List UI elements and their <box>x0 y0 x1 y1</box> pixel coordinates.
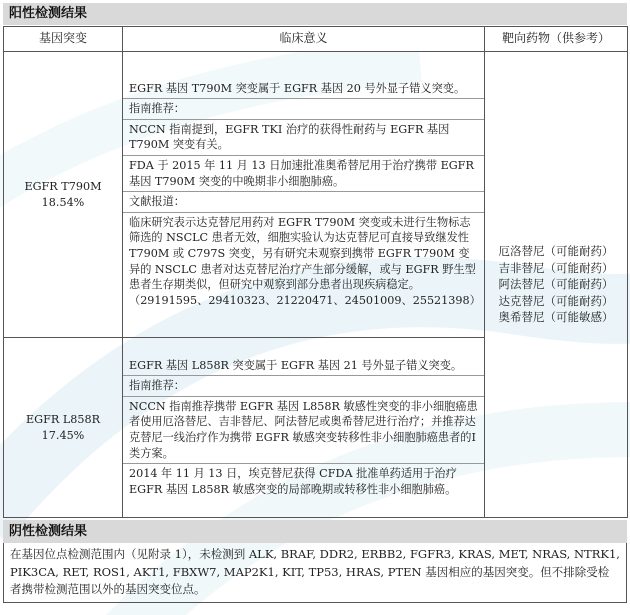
gene-name: EGFR T790M <box>24 179 102 193</box>
clinical-paragraph: EGFR 基因 L858R 突变属于 EGFR 基因 21 号外显子错义突变。 <box>129 358 463 372</box>
targeted-drug-cell <box>485 52 628 518</box>
drug-item: 厄洛替尼（可能耐药） <box>498 244 614 259</box>
clinical-paragraph: 指南推荐： <box>129 379 185 393</box>
drug-item: 奥希替尼（可能敏感） <box>498 310 614 325</box>
clinical-paragraph: NCCN 指南推荐携带 EGFR 基因 L858R 敏感性突变的非小细胞癌患者使用厄洛替尼、吉非替尼、阿法替尼或奥希替尼进行治疗；并推荐达克替尼一线治疗作为携带 EGFR 敏感突变转移性非小细胞肺癌患者的Ⅰ类方案。 <box>129 399 478 460</box>
negative-results-header: 阴性检测结果 <box>3 520 627 543</box>
gene-frequency: 17.45% <box>41 428 85 442</box>
header-targeted-drugs: 靶向药物（供参考） <box>485 27 628 52</box>
clinical-paragraph: EGFR 基因 T790M 突变属于 EGFR 基因 20 号外显子错义突变。 <box>129 81 466 95</box>
table-header-row <box>4 27 628 52</box>
gene-frequency: 18.54% <box>41 195 85 209</box>
clinical-paragraph: FDA 于 2015 年 11 月 13 日加速批准奥希替尼用于治疗携带 EGFR 基因 T790M 突变的中晚期非小细胞肺癌。 <box>129 159 474 188</box>
gene-name: EGFR L858R <box>25 412 101 426</box>
clinical-paragraph: 临床研究表示达克替尼用药对 EGFR T790M 突变或未进行生物标志筛选的 NSCLC 患者无效，细胞实验认为达克替尼可直接导致继发性 T790M 或 C797S 突变，另有研究未观察到携带 EGFR T790M 变异的 NSCLC 患者对达克替尼治疗产生部分缓解，或与 EGFR 野生型患者生存期类似，但研究中观察到部分患者出现疾病稳定。（29191595、29410323、21220471、24501009、25521398） <box>129 215 481 307</box>
clinical-paragraph: 指南推荐： <box>129 102 185 116</box>
clinical-paragraph: 2014 年 11 月 13 日，埃克替尼获得 CFDA 批准单药适用于治疗 EGFR 基因 L858R 敏感突变的局部晚期或转移性非小细胞肺癌。 <box>129 467 457 496</box>
header-gene-mutation: 基因突变 <box>4 27 123 52</box>
negative-results-text: 在基因位点检测范围内（见附录 1），未检测到 ALK, BRAF, DDR2, ERBB2, FGFR3, KRAS, MET, NRAS, NTRK1, PIK3CA, RET, ROS1, AKT1, FBXW7, MAP2K1, KIT, TP53, HRAS, PTEN 基因相应的基因突变。但不排除受检者携带检测范围以外的基因突变位点。 <box>3 543 627 603</box>
drug-item: 阿法替尼（可能耐药） <box>498 277 614 292</box>
header-clinical-significance: 临床意义 <box>123 27 485 52</box>
positive-results-header: 阳性检测结果 <box>3 3 627 25</box>
mutation-table <box>3 26 628 518</box>
clinical-paragraph: NCCN 指南提到，EGFR TKI 治疗的获得性耐药与 EGFR 基因 T790M 突变有关。 <box>129 122 450 152</box>
clinical-cell-t790m <box>123 52 485 338</box>
drug-item: 达克替尼（可能耐药） <box>498 293 614 308</box>
clinical-cell-l858r <box>123 338 485 518</box>
gene-cell-l858r <box>4 338 123 518</box>
table-row <box>4 52 628 338</box>
gene-cell-t790m <box>4 52 123 338</box>
clinical-paragraph: 文献报道： <box>129 195 185 209</box>
drug-item: 吉非替尼（可能耐药） <box>498 260 614 275</box>
